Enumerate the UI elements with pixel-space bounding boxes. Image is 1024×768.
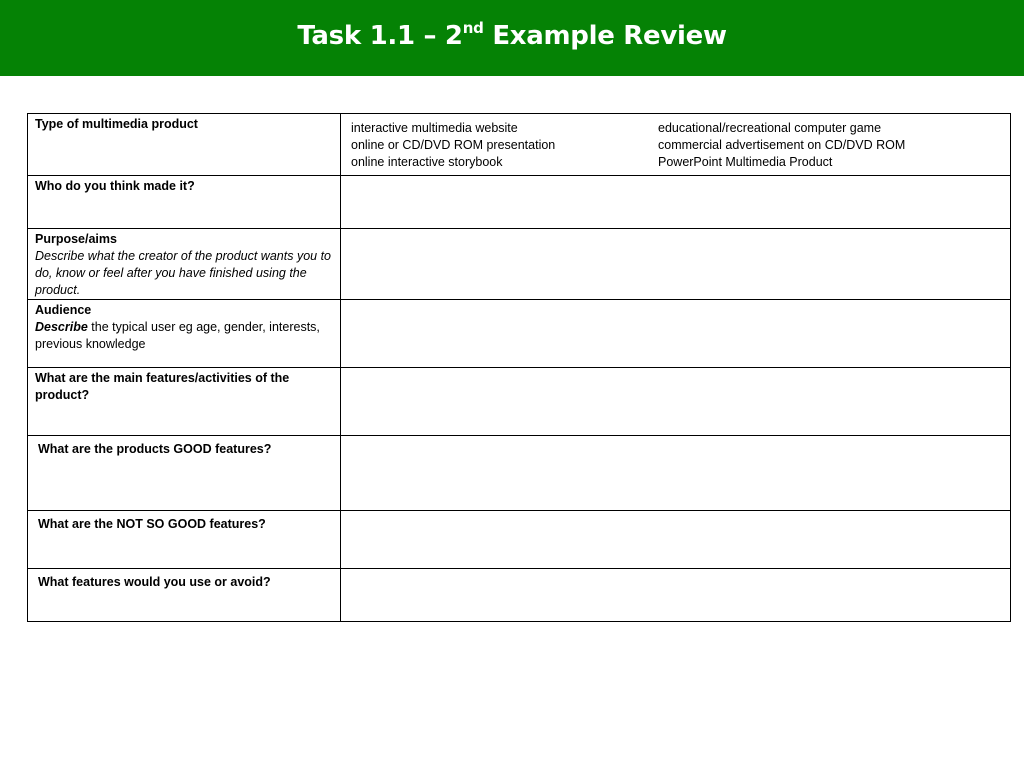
- row-main-features: [28, 368, 1011, 436]
- label-use-or-avoid: [28, 569, 341, 622]
- title-bar: [0, 0, 1024, 76]
- answer-product-type[interactable]: [341, 114, 1011, 176]
- label-product-type-text: Type of multimedia product: [35, 117, 198, 131]
- label-audience-title: Audience: [35, 303, 92, 317]
- label-use-or-avoid-text: What features would you use or avoid?: [38, 575, 271, 589]
- row-audience: [28, 300, 1011, 368]
- row-who-made: [28, 176, 1011, 229]
- answer-use-or-avoid[interactable]: [341, 569, 1011, 622]
- answer-good-features[interactable]: [341, 436, 1011, 511]
- review-table: [27, 113, 1011, 622]
- row-good-features: [28, 436, 1011, 511]
- label-good-features-text: What are the products GOOD features?: [38, 442, 272, 456]
- label-purpose-description: Describe what the creator of the product wants you to do, know or feel after you have finished using the product.: [35, 249, 331, 297]
- option-left-3[interactable]: online interactive storybook: [351, 155, 503, 169]
- audience-describe-emphasis: Describe: [35, 320, 88, 334]
- label-who-made: [28, 176, 341, 229]
- row-product-type: [28, 114, 1011, 176]
- answer-main-features[interactable]: [341, 368, 1011, 436]
- label-good-features: [28, 436, 341, 511]
- label-not-so-good-text: What are the NOT SO GOOD features?: [38, 517, 266, 531]
- row-purpose: [28, 229, 1011, 300]
- label-product-type: [28, 114, 341, 176]
- row-not-so-good: [28, 511, 1011, 569]
- label-not-so-good: [28, 511, 341, 569]
- row-use-or-avoid: [28, 569, 1011, 622]
- option-right-1[interactable]: educational/recreational computer game: [658, 121, 882, 135]
- title-prefix: Task 1.1 – 2: [297, 21, 463, 51]
- option-left-2[interactable]: online or CD/DVD ROM presentation: [351, 138, 556, 152]
- label-who-made-text: Who do you think made it?: [35, 179, 195, 193]
- title-superscript: nd: [462, 19, 484, 37]
- label-audience: [28, 300, 341, 368]
- answer-purpose[interactable]: [341, 229, 1011, 300]
- label-main-features-text: What are the main features/activities of the product?: [35, 371, 290, 402]
- option-right-3[interactable]: PowerPoint Multimedia Product: [658, 155, 833, 169]
- title-suffix: Example Review: [483, 21, 727, 51]
- audience-description-rest: the typical user eg age, gender, interests, previous knowledge: [35, 320, 320, 351]
- label-purpose-title: Purpose/aims: [35, 232, 117, 246]
- label-audience-description: [35, 319, 334, 353]
- answer-not-so-good[interactable]: [341, 511, 1011, 569]
- option-left-1[interactable]: interactive multimedia website: [351, 121, 518, 135]
- page-title: [297, 19, 727, 51]
- label-purpose: [28, 229, 341, 300]
- answer-who-made[interactable]: [341, 176, 1011, 229]
- product-type-options: [341, 114, 1010, 171]
- option-right-2[interactable]: commercial advertisement on CD/DVD ROM: [658, 138, 906, 152]
- answer-audience[interactable]: [341, 300, 1011, 368]
- label-main-features: [28, 368, 341, 436]
